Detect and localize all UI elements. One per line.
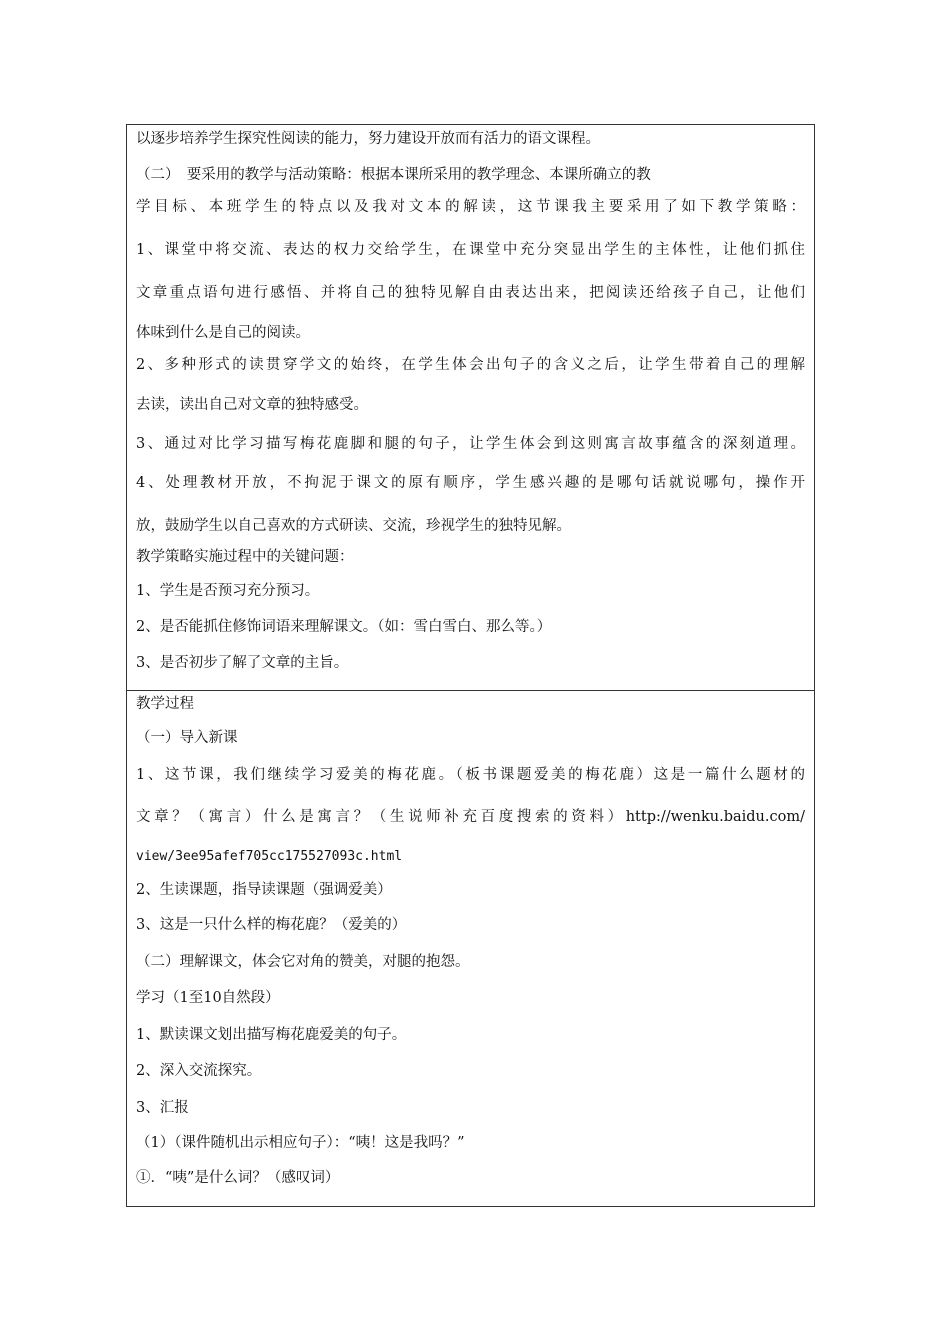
text-line: 1、这节课，我们继续学习爱美的梅花鹿。（板书课题爱美的梅花鹿）这是一篇什么题材的: [136, 767, 805, 783]
text-line: 体味到什么是自己的阅读。: [136, 325, 310, 341]
url-line: view/3ee95afef705cc175527093c.html: [136, 849, 403, 864]
text-line: （二） 要采用的教学与活动策略：根据本课所采用的教学理念、本课所确立的教: [136, 167, 651, 183]
text-line: ①．“咦”是什么词？（感叹词）: [136, 1170, 340, 1186]
text-line: 2、深入交流探究。: [136, 1063, 262, 1079]
text-line: 1、默读课文划出描写梅花鹿爱美的句子。: [136, 1027, 407, 1043]
text-line: 以逐步培养学生探究性阅读的能力，努力建设开放而有活力的语文课程。: [136, 131, 600, 147]
text-line: 文章重点语句进行感悟、并将自己的独特见解自由表达出来，把阅读还给孩子自己，让他们: [136, 285, 805, 301]
strategy-cell: [127, 128, 814, 690]
text-line: 学习（1至10自然段）: [136, 990, 280, 1006]
text-line: 学目标、本班学生的特点以及我对文本的解读，这节课我主要采用了如下教学策略：: [136, 199, 805, 215]
text-line: 1、课堂中将交流、表达的权力交给学生，在课堂中充分突显出学生的主体性，让他们抓住: [136, 242, 805, 258]
text-line: 放，鼓励学生以自己喜欢的方式研读、交流，珍视学生的独特见解。: [136, 518, 571, 534]
text-line: （二）理解课文，体会它对角的赞美，对腿的抱怨。: [136, 954, 470, 970]
text-line: 3、这是一只什么样的梅花鹿？（爱美的）: [136, 917, 407, 933]
text-line: 2、多种形式的读贯穿学文的始终，在学生体会出句子的含义之后，让学生带着自己的理解: [136, 357, 805, 373]
text-line: 4、处理教材开放，不拘泥于课文的原有顺序，学生感兴趣的是哪句话就说哪句，操作开: [136, 475, 805, 491]
text-line: 文章？（寓言）什么是寓言？（生说师补充百度搜索的资料）http://wenku.baidu.com/: [136, 809, 805, 825]
text-line: （1）（课件随机出示相应句子）：“咦！这是我吗？”: [136, 1135, 465, 1151]
text-line: （一）导入新课: [136, 730, 238, 746]
text-line: 3、通过对比学习描写梅花鹿脚和腿的句子，让学生体会到这则寓言故事蕴含的深刻道理。: [136, 436, 805, 452]
text-line: 1、学生是否预习充分预习。: [136, 583, 320, 599]
text-line: 3、汇报: [136, 1100, 189, 1116]
text-line: 2、是否能抓住修饰词语来理解课文。（如：雪白雪白、那么等。）: [136, 619, 552, 635]
teaching-process-cell: [127, 690, 814, 1206]
lesson-plan-table: [126, 124, 815, 1207]
text-line: 教学策略实施过程中的关键问题：: [136, 549, 354, 565]
section-heading: 教学过程: [136, 696, 194, 712]
text-line: 3、是否初步了解了文章的主旨。: [136, 655, 349, 671]
text-line: 2、生读课题，指导读课题（强调爱美）: [136, 882, 392, 898]
text-line: 去读，读出自己对文章的独特感受。: [136, 397, 368, 413]
